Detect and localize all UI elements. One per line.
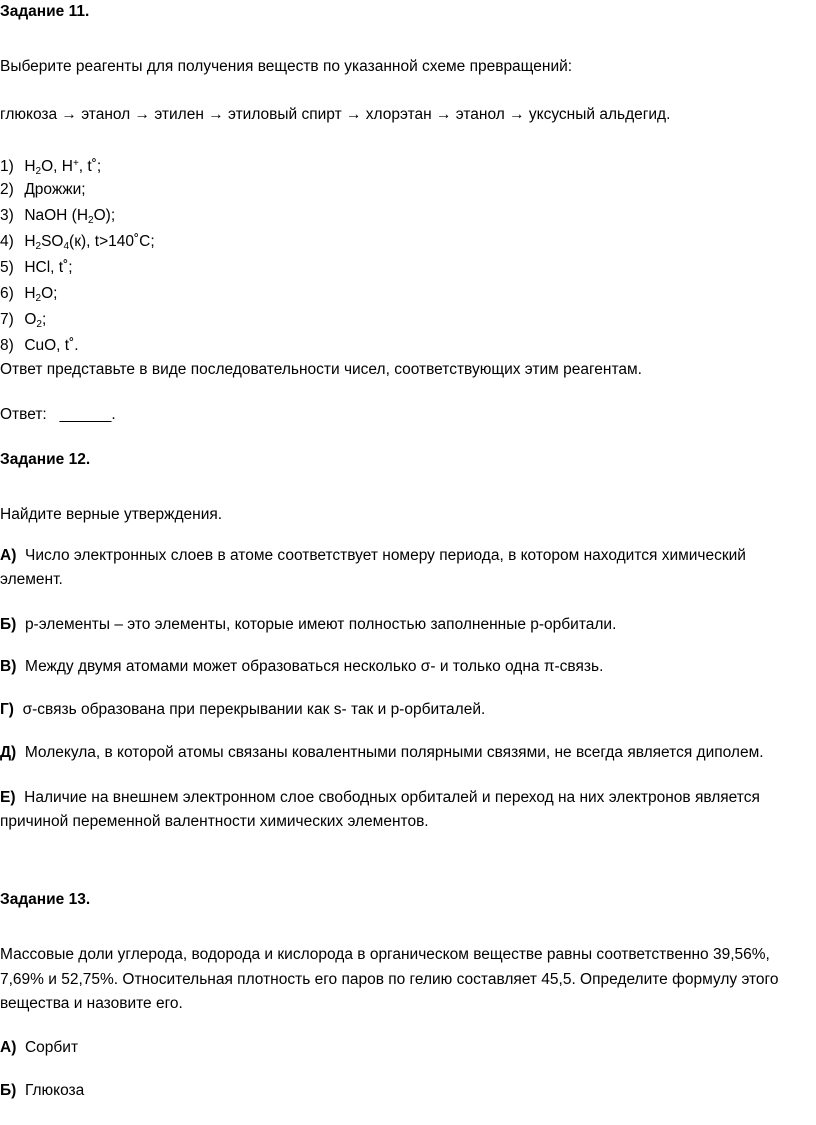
task11-instruction: Выберите реагенты для получения веществ по указанной схеме превращений: xyxy=(0,58,573,75)
statement-letter: Б) xyxy=(0,616,17,633)
task12-heading: Задание 12. xyxy=(0,451,91,468)
statement-v xyxy=(0,657,603,677)
option-1: 1) $H_2O$, H+, t˚; xyxy=(0,158,102,177)
statement-letter: Г) xyxy=(0,701,14,718)
option-5 xyxy=(0,258,73,278)
statement-text: Молекула, в которой атомы связаны ковалентными полярными связями, не всегда является диполем. xyxy=(24,744,764,761)
task11-heading: Задание 11. xyxy=(0,3,90,20)
task11-answer-note: Ответ представьте в виде последовательности чисел, соответствующих этим реагентам. xyxy=(0,361,642,378)
option-text: CuO, t˚. xyxy=(24,337,79,354)
option-number: 7) xyxy=(0,311,14,328)
statement-letter: Д) xyxy=(0,744,17,761)
task13-heading: Задание 13. xyxy=(0,891,91,908)
answer-label: Ответ: xyxy=(0,406,47,423)
statement-text: Между двумя атомами может образоваться несколько σ- и только одна π-связь. xyxy=(24,658,604,675)
option-3: 3) NaOH $(H_2O)$; xyxy=(0,207,116,226)
option-number: 1) xyxy=(0,158,14,175)
statement-letter: А) xyxy=(0,547,17,564)
option-7: 7) $O_2$; xyxy=(0,311,47,330)
option-number: 5) xyxy=(0,259,14,276)
statement-text: σ-связь образована при перекрывании как s- так и p-орбиталей. xyxy=(22,701,486,718)
option-number: 6) xyxy=(0,285,14,302)
statement-letter: В) xyxy=(0,658,17,675)
statement-text: Наличие на внешнем электронном слое свободных орбиталей и переход на них электронов является xyxy=(24,789,760,806)
statement-text: причиной переменной валентности химических элементов. xyxy=(0,813,429,830)
option-4: 4) $H_2SO_4(к)$, t>140˚C; xyxy=(0,233,155,252)
option-8 xyxy=(0,336,79,356)
option-2 xyxy=(0,180,86,200)
task13-text-line: вещества и назовите его. xyxy=(0,995,183,1012)
answer-letter: А) xyxy=(0,1039,17,1056)
option-number: 2) xyxy=(0,181,14,198)
answer-text: Глюкоза xyxy=(24,1082,85,1099)
task13-answer-a xyxy=(0,1038,78,1058)
task13-text-line: 7,69% и 52,75%. Относительная плотность его паров по гелию составляет 45,5. Определите формулу этого xyxy=(0,971,779,988)
statement-g xyxy=(0,700,485,720)
task13-answer-b xyxy=(0,1081,84,1101)
answer-letter: Б) xyxy=(0,1082,17,1099)
task11-scheme: глюкоза → этанол → этилен → этиловый спирт → хлорэтан → этанол → уксусный альдегид. xyxy=(0,106,671,123)
statement-d xyxy=(0,743,764,763)
statement-letter: Е) xyxy=(0,789,16,806)
option-6: 6) $H_2O$; xyxy=(0,285,58,304)
statement-b xyxy=(0,615,616,635)
statement-text: Число электронных слоев в атоме соответствует номеру периода, в котором находится химический xyxy=(24,547,746,564)
statement-text: p-элементы – это элементы, которые имеют полностью заполненные p-орбитали. xyxy=(24,616,617,633)
option-number: 4) xyxy=(0,233,14,250)
option-text: HCl, t˚; xyxy=(24,259,73,276)
task13-text-line: Массовые доли углерода, водорода и кислорода в органическом веществе равны соответственно 39,56%, xyxy=(0,946,770,963)
answer-text: Сорбит xyxy=(24,1039,79,1056)
task12-instruction: Найдите верные утверждения. xyxy=(0,506,223,523)
task11-answer xyxy=(0,405,116,425)
statement-text: элемент. xyxy=(0,571,63,588)
answer-blank[interactable]: ______. xyxy=(59,406,116,423)
option-number: 8) xyxy=(0,337,14,354)
option-text: Дрожжи; xyxy=(24,181,86,198)
option-number: 3) xyxy=(0,207,14,224)
